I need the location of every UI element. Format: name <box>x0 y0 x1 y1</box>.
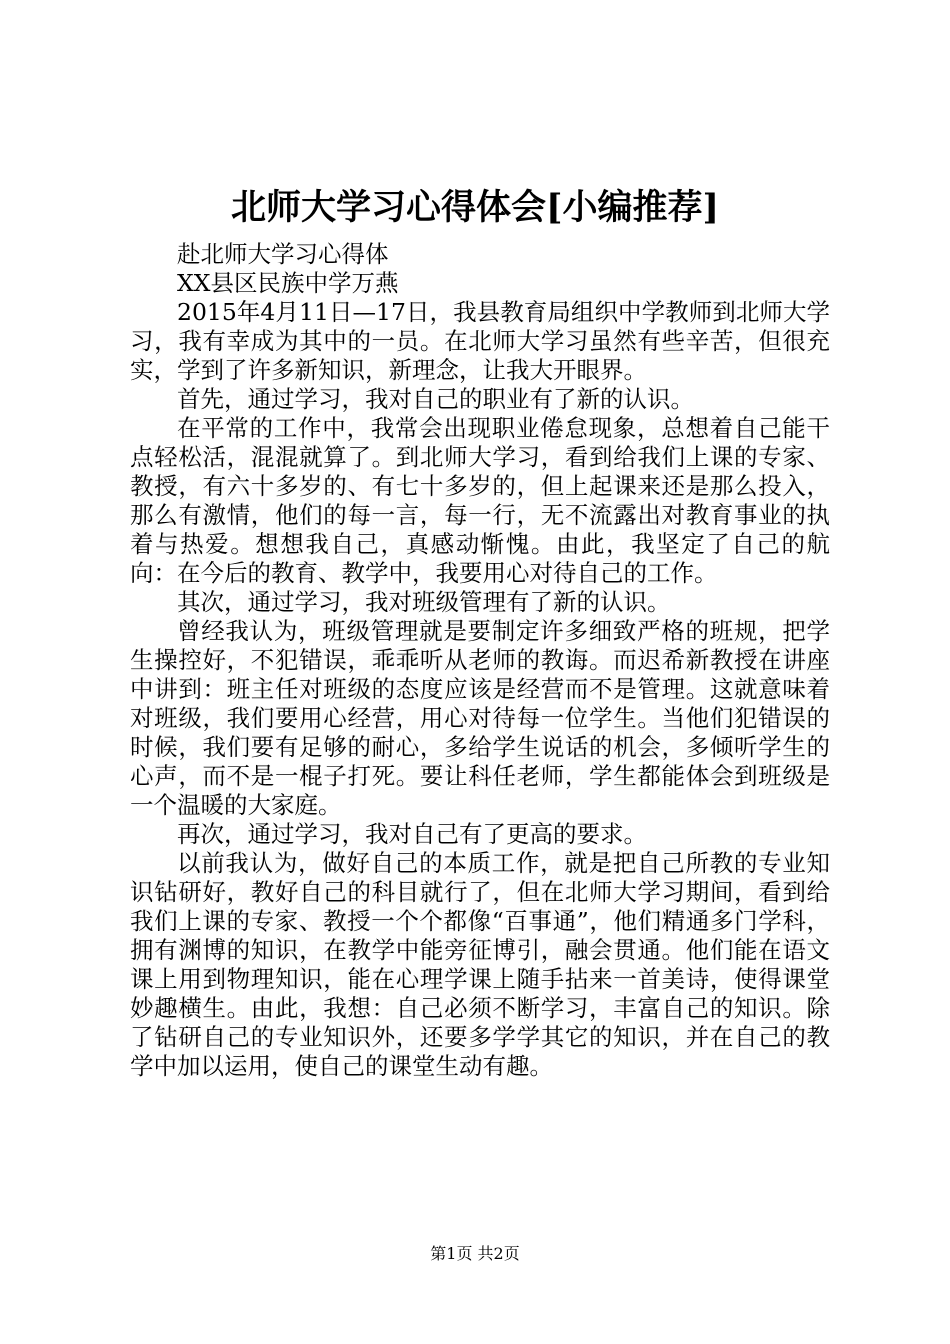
paragraph: 再次，通过学习，我对自己有了更高的要求。 <box>177 820 647 848</box>
paragraph: 以前我认为，做好自己的本质工作，就是把自己所教的专业知识钻研好，教好自己的科目就行了，但在北师大学习期间，看到给我们上课的专家、教授一个个都像“百事通”，他们精通多门学科，拥有渊博的知识，在教学中能旁征博引，融会贯通。他们能在语文课上用到物理知识，能在心理学课上随手拈来一首美诗，使得课堂妙趣横生。由此，我想：自己必须不断学习，丰富自己的知识。除了钻研自己的专业知识外，还要多学学其它的知识，并在自己的教学中加以运用，使自己的课堂生动有趣。 <box>130 849 830 1080</box>
page-footer: 第1页 共2页 <box>430 1244 520 1263</box>
paragraph: XX县区民族中学万燕 <box>177 269 399 297</box>
document-title: 北师大学习心得体会[小编推荐] <box>230 187 720 228</box>
paragraph: 赴北师大学习心得体 <box>177 240 389 268</box>
paragraph: 2015年4月11日—17日，我县教育局组织中学教师到北师大学习，我有幸成为其中的一员。在北师大学习虽然有些辛苦，但很充实，学到了许多新知识，新理念，让我大开眼界。 <box>130 298 830 384</box>
document-body <box>130 240 830 1081</box>
paragraph: 在平常的工作中，我常会出现职业倦怠现象，总想着自己能干点轻松活，混混就算了。到北师大学习，看到给我们上课的专家、教授，有六十多岁的、有七十多岁的，但上起课来还是那么投入，那么有激情，他们的每一言，每一行，无不流露出对教育事业的执着与热爱。想想我自己，真感动惭愧。由此，我坚定了自己的航向：在今后的教育、教学中，我要用心对待自己的工作。 <box>130 414 830 587</box>
paragraph: 首先，通过学习，我对自己的职业有了新的认识。 <box>177 385 694 413</box>
paragraph: 曾经我认为，班级管理就是要制定许多细致严格的班规，把学生操控好，不犯错误，乖乖听从老师的教诲。而迟希新教授在讲座中讲到：班主任对班级的态度应该是经营而不是管理。这就意味着对班级，我们要用心经营，用心对待每一位学生。当他们犯错误的时候，我们要有足够的耐心，多给学生说话的机会，多倾听学生的心声，而不是一棍子打死。要让科任老师，学生都能体会到班级是一个温暖的大家庭。 <box>130 617 830 819</box>
paragraph: 其次，通过学习，我对班级管理有了新的认识。 <box>177 588 671 616</box>
